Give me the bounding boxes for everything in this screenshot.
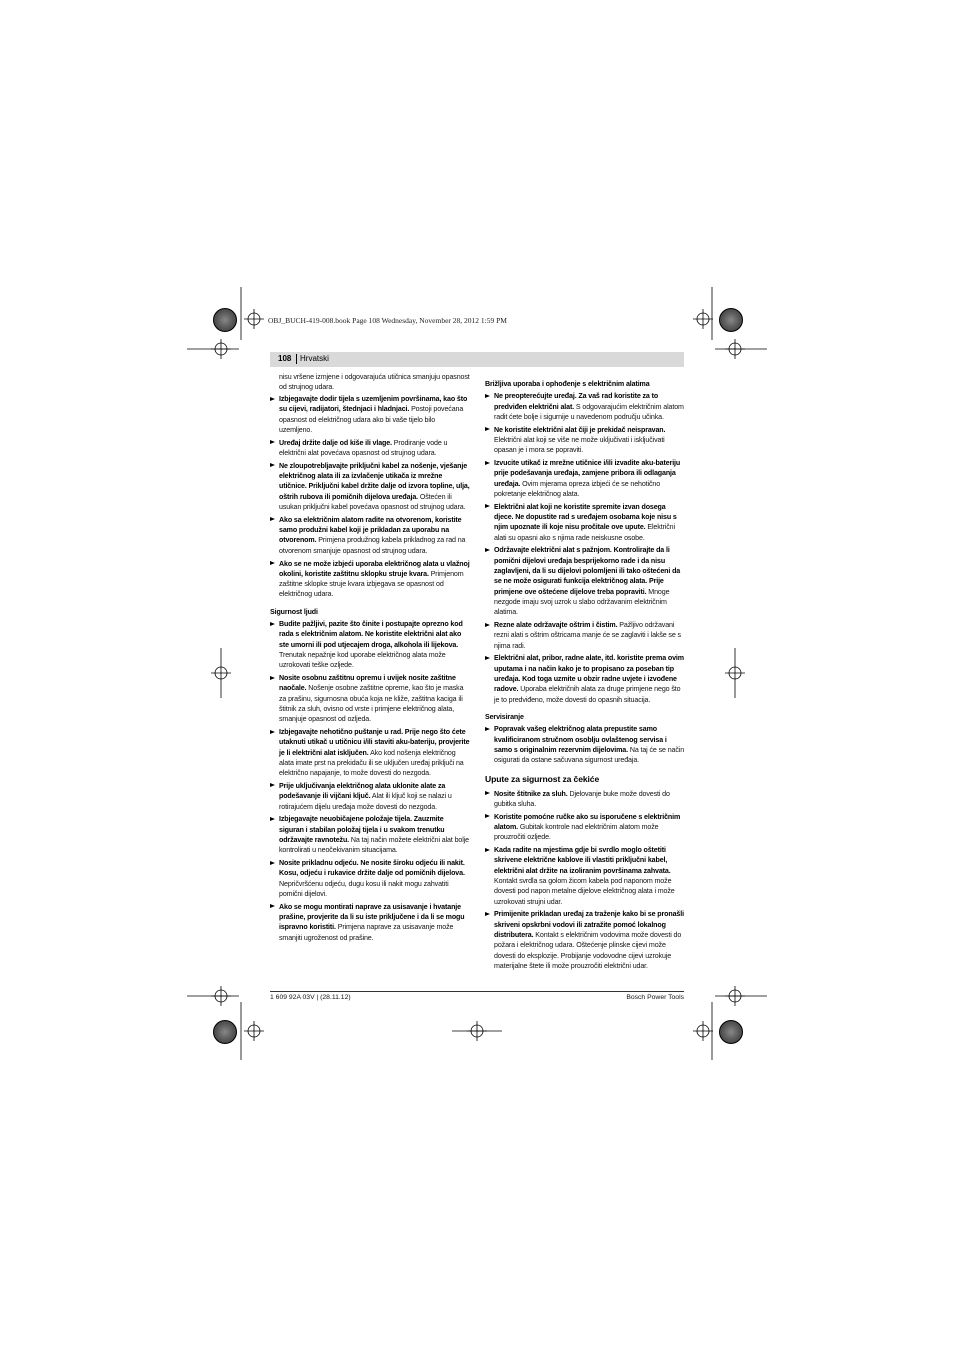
safety-item-explanation: Djelovanje buke može dovesti do gubitka sluha. bbox=[494, 789, 670, 808]
bullet-triangle-icon bbox=[485, 427, 490, 431]
safety-item bbox=[270, 727, 470, 778]
safety-item-instruction: Izbjegavajte nehotično puštanje u rad. Prije nego što ćete utaknuti utikač u utičnicu i/ili staviti aku-bateriju, provjerite je li električni alat isključen. bbox=[279, 728, 470, 757]
safety-item-instruction: Ako sa električnim alatom radite na otvorenom, koristite samo produžni kabel koji je prikladan za uporabu na otvorenom. bbox=[279, 515, 462, 545]
bullet-triangle-icon bbox=[485, 461, 490, 465]
safety-item-instruction: Rezne alate održavajte oštrim i čistim. bbox=[494, 621, 618, 630]
subsection-heading: Servisiranje bbox=[485, 712, 524, 721]
print-slug: OBJ_BUCH-419-008.book Page 108 Wednesday, November 28, 2012 1:59 PM bbox=[268, 316, 507, 325]
safety-item-explanation: Pažljivo održavani rezni alati s oštrim oštricama manje će se zaglaviti i lakše se s njima radi. bbox=[494, 621, 681, 650]
safety-item bbox=[270, 902, 470, 943]
footer-rule bbox=[270, 991, 684, 992]
safety-item bbox=[270, 394, 470, 435]
safety-item-instruction: Ne zloupotrebljavajte priključni kabel za nošenje, vješanje električnog alata ili za izvlačenje utikača iz mrežne utičnice. Priključni kabel držite dalje od izvora topline, ulja, oštrih rubova ili pomičnih dijelova uređaja. bbox=[279, 461, 470, 501]
registration-disc bbox=[213, 1020, 237, 1044]
footer-doc-number: 1 609 92A 03V | (28.11.12) bbox=[270, 994, 351, 1001]
safety-item bbox=[485, 812, 685, 843]
bullet-triangle-icon bbox=[270, 730, 275, 734]
registration-disc bbox=[719, 1020, 743, 1044]
safety-item bbox=[270, 858, 470, 899]
safety-item-instruction: Prije uključivanja električnog alata uklonite alate za podešavanje ili vijčani ključ. bbox=[279, 781, 446, 801]
safety-item bbox=[485, 789, 685, 810]
left-column bbox=[270, 372, 470, 945]
safety-item-instruction: Izvucite utikač iz mrežne utičnice i/ili izvadite aku-bateriju prije podešavanja uređaja, zamjene pribora ili odlaganja uređaja. bbox=[494, 459, 681, 488]
safety-item-instruction: Primijenite prikladan uređaj za traženje kako bi se pronašli skriveni opskrbni vodovi ili zatražite pomoć lokalnog distributera. bbox=[494, 910, 684, 940]
bullet-triangle-icon bbox=[270, 622, 275, 626]
safety-item bbox=[270, 814, 470, 855]
safety-item-explanation: Ovim mjerama opreza izbjeći će se nehotično pokretanje električnog alata. bbox=[494, 479, 661, 498]
safety-item-instruction: Ako se mogu montirati naprave za usisavanje i hvatanje prašine, provjerite da li su iste priključene i da li se mogu ispravno koristiti. bbox=[279, 902, 465, 932]
safety-item-instruction: Uređaj držite dalje od kiše ili vlage. bbox=[279, 438, 392, 447]
safety-item-explanation: Primjenom zaštitne sklopke struje kvara izbjegava se opasnost od električnog udara. bbox=[279, 569, 464, 599]
safety-item-explanation: Ako kod nošenja električnog alata imate prst na prekidaču ili se uključen uređaj priključi na električno napajanje, to može dovesti do nezgoda. bbox=[279, 748, 464, 778]
bullet-triangle-icon bbox=[485, 848, 490, 852]
safety-item-explanation: Oštećen ili usukan priključni kabel povećava opasnost od strujnog udara. bbox=[279, 492, 466, 512]
safety-item-instruction: Nosite štitnike za sluh. bbox=[494, 789, 568, 798]
safety-item-instruction: Ne koristite električni alat čiji je prekidač neispravan. bbox=[494, 425, 666, 434]
bullet-triangle-icon bbox=[485, 504, 490, 508]
bullet-triangle-icon bbox=[270, 676, 275, 680]
safety-item bbox=[485, 909, 685, 971]
bullet-triangle-icon bbox=[485, 394, 490, 398]
safety-item bbox=[485, 653, 685, 704]
safety-item-instruction: Održavajte električni alat s pažnjom. Kontrolirajte da li pomični dijelovi uređaja besprijekorno rade i da nisu zaglavljeni, da li su dijelovi polomljeni ili tako oštećeni da se ne može osigurati funkcija električnog alata. Prije primjene ove oštećene dijelove treba popraviti. bbox=[494, 546, 681, 596]
bullet-triangle-icon bbox=[485, 623, 490, 627]
safety-item-explanation: Primjena produžnog kabela prikladnog za rad na otvorenom smanjuje opasnost od strujnog udara. bbox=[279, 536, 466, 555]
language-label: Hrvatski bbox=[296, 354, 329, 364]
safety-item-instruction: Električni alat, pribor, radne alate, itd. koristite prema ovim uputama i na način kako je to propisano za poseban tip uređaja. Kod toga uzmite u obzir radne uvjete i izvođene radove. bbox=[494, 654, 684, 694]
bullet-triangle-icon bbox=[485, 727, 490, 731]
safety-item-explanation: Mnoge nezgode imaju svoj uzrok u slabo održavanim električnim alatima. bbox=[494, 587, 670, 617]
bullet-triangle-icon bbox=[270, 861, 275, 865]
safety-item-instruction: Ne preopterećujte uređaj. Za vaš rad koristite za to predviđen električni alat. bbox=[494, 392, 659, 411]
safety-item-explanation: Nepričvršćenu odjeću, dugu kosu ili nakit mogu zahvatiti pomični dijelovi. bbox=[279, 879, 449, 898]
bullet-triangle-icon bbox=[485, 548, 490, 552]
section-heading: Upute za sigurnost za čekiće bbox=[485, 774, 600, 785]
safety-item-explanation: Električni alat koji se više ne može uključivati i isključivati opasan je i mora se popraviti. bbox=[494, 435, 665, 455]
safety-item bbox=[270, 438, 470, 459]
safety-item bbox=[485, 425, 685, 456]
safety-item-explanation: Uporaba električnih alata za druge primjene nego što je to predviđeno, može dovesti do opasnih situacija. bbox=[494, 685, 681, 704]
bullet-triangle-icon bbox=[485, 814, 490, 818]
safety-item bbox=[270, 515, 470, 556]
bullet-triangle-icon bbox=[270, 561, 275, 565]
bullet-triangle-icon bbox=[270, 440, 275, 444]
bullet-triangle-icon bbox=[485, 791, 490, 795]
bullet-triangle-icon bbox=[485, 912, 490, 916]
safety-item-explanation: Alat ili ključ koji se nalazi u rotirajućem dijelu uređaja može dovesti do nezgoda. bbox=[279, 792, 452, 811]
safety-item-explanation: Na taj način možete električni alat bolje kontrolirati u neočekivanim situacijama. bbox=[279, 835, 469, 855]
safety-item-explanation: Prodiranje vode u električni alat povećava opasnost od strujnog udara. bbox=[279, 438, 448, 458]
safety-item-instruction: Nosite prikladnu odjeću. Ne nosite široku odjeću ili nakit. Kosu, odjeću i rukavice držite dalje od pomičnih dijelova. bbox=[279, 859, 465, 878]
safety-item bbox=[485, 845, 685, 907]
safety-item-instruction: Budite pažljivi, pazite što činite i postupajte oprezno kod rada s električnim alatom. Ne koristite električni alat ako ste umorni ili pod utjecajem droga, alkohola ili lijekova. bbox=[279, 620, 463, 649]
subsection-heading: Brižljiva uporaba i ophođenje s električnim alatima bbox=[485, 380, 650, 388]
safety-item-instruction: Ako se ne može izbjeći uporaba električnog alata u vlažnoj okolini, koristite zaštitnu sklopku struje kvara. bbox=[279, 559, 470, 578]
safety-item bbox=[485, 545, 685, 617]
safety-item-instruction: Kada radite na mjestima gdje bi svrdlo moglo oštetiti skrivene električne kablove ili vlastiti priključni kabel, električni alat držite na izoliranim površinama zahvata. bbox=[494, 846, 671, 875]
safety-item-explanation: Kontakt s električnim vodovima može dovesti do požara i električnog udara. Oštećenje plinske cijevi može dovesti do eksplozije. Probijanje vodovodne cijevi uzrokuje materijalne štete ili može prouzročiti električni udar. bbox=[494, 931, 682, 970]
registration-disc bbox=[719, 308, 743, 332]
safety-item-instruction: Nosite osobnu zaštitnu opremu i uvijek nosite zaštitne naočale. bbox=[279, 674, 456, 693]
safety-item-explanation: Gubitak kontrole nad električnim alatom može prouzročiti ozljede. bbox=[494, 823, 659, 842]
safety-item bbox=[485, 620, 685, 651]
safety-item-explanation: Na taj će se način osigurati da ostane sačuvana sigurnost uređaja. bbox=[494, 745, 685, 765]
bullet-triangle-icon bbox=[270, 904, 275, 908]
safety-item bbox=[270, 461, 470, 512]
safety-item-explanation: Trenutak nepažnje kod uporabe električnog alata može uzrokovati teške ozljede. bbox=[279, 650, 446, 670]
page-header-bar bbox=[270, 352, 684, 367]
bullet-triangle-icon bbox=[270, 817, 275, 821]
safety-item-instruction: Izbjegavajte neuobičajene položaje tijela. Zauzmite siguran i stabilan položaj tijela i u svakom trenutku održavajte ravnotežu. bbox=[279, 815, 445, 844]
safety-item-explanation: Nošenje osobne zaštitne opreme, kao što je maska za prašinu, sigurnosna obuća koja ne kliže, zaštitna kaciga ili štitnik za sluh, ovisno od vrste i primjene električnog alata, smanjuje opasnost od ozljeda. bbox=[279, 684, 464, 724]
safety-item bbox=[270, 619, 470, 670]
safety-item bbox=[485, 391, 685, 422]
right-column bbox=[485, 372, 685, 974]
safety-item-instruction: Popravak vašeg električnog alata prepustite samo kvalificiranom stručnom osoblju ovlaštenog servisa i samo s originalnim rezervnim dijelovima. bbox=[494, 725, 667, 754]
safety-item-explanation: Električni alati su opasni ako s njima rade neiskusne osobe. bbox=[494, 523, 675, 542]
registration-disc bbox=[213, 308, 237, 332]
bullet-triangle-icon bbox=[270, 397, 275, 401]
safety-item-instruction: Koristite pomoćne ručke ako su isporučene s električnim alatom. bbox=[494, 812, 681, 832]
safety-item-explanation: S odgovarajućim električnim alatom radit ćete bolje i sigurnije u navedenom području učinka. bbox=[494, 402, 684, 421]
continued-paragraph: nisu vršene izmjene i odgovarajuća utičnica smanjuju opasnost od strujnog udara. bbox=[279, 373, 470, 392]
safety-item bbox=[270, 559, 470, 600]
safety-item-explanation: Kontakt svrdla sa golom žicom kabela pod naponom može dovesti pod napon metalne dijelove električnog alata i može uzrokovati strujni udar. bbox=[494, 877, 675, 906]
safety-item-instruction: Izbjegavajte dodir tijela s uzemljenim površinama, kao što su cijevi, radijatori, štednjaci i hladnjaci. bbox=[279, 395, 468, 414]
safety-item-explanation: Postoji povećana opasnost od električnog udara ako bi vaše tijelo bilo uzemljeno. bbox=[279, 405, 464, 434]
bullet-triangle-icon bbox=[270, 517, 275, 521]
safety-item bbox=[485, 724, 685, 765]
safety-item bbox=[270, 781, 470, 812]
footer-brand: Bosch Power Tools bbox=[626, 994, 684, 1001]
bullet-triangle-icon bbox=[485, 656, 490, 660]
safety-item-instruction: Električni alat koji ne koristite spremite izvan dosega djece. Ne dopustite rad s uređajem osobama koje nisu s njim upoznate ili koje nisu pročitale ove upute. bbox=[494, 502, 677, 532]
bullet-triangle-icon bbox=[270, 463, 275, 467]
safety-item bbox=[485, 502, 685, 543]
safety-item-explanation: Primjena naprave za usisavanje može smanjiti ugroženost od prašine. bbox=[279, 923, 454, 942]
subsection-heading: Sigurnost ljudi bbox=[270, 607, 318, 616]
safety-item bbox=[485, 458, 685, 499]
safety-item bbox=[270, 673, 470, 724]
bullet-triangle-icon bbox=[270, 783, 275, 787]
page-number: 108 bbox=[278, 354, 292, 363]
